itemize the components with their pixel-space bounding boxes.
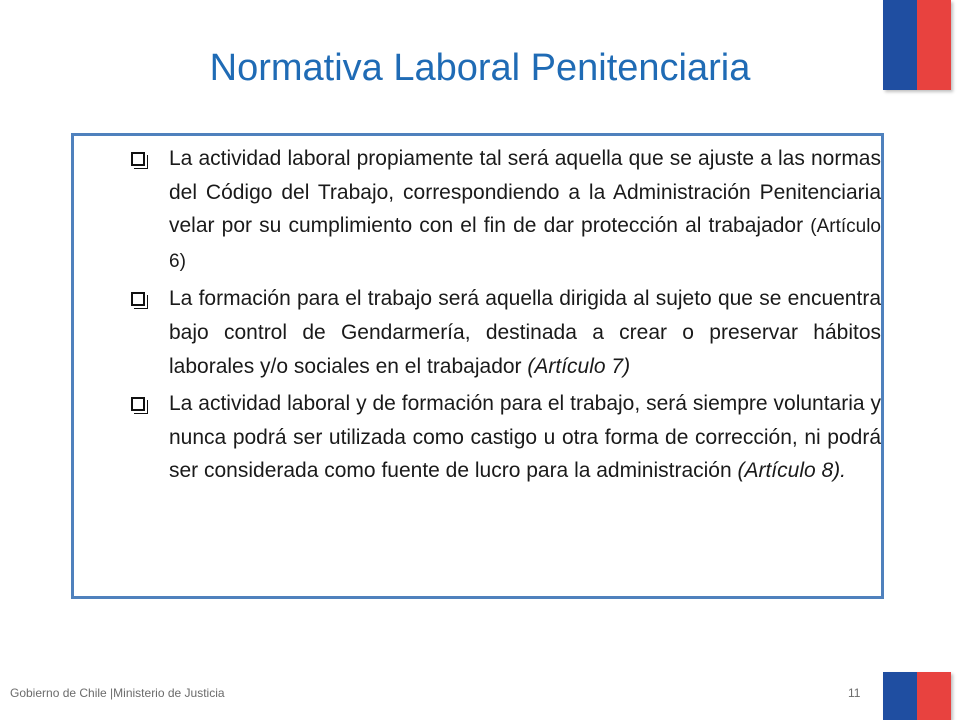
hollow-square-bullet-icon bbox=[131, 397, 145, 411]
footer-organization: Gobierno de Chile |Ministerio de Justicia bbox=[10, 686, 225, 700]
article-reference: (Artículo 6) bbox=[169, 216, 881, 272]
flag-blue-stripe bbox=[883, 672, 917, 720]
flag-red-stripe bbox=[917, 672, 951, 720]
bullet-item bbox=[129, 387, 881, 488]
bullet-text: La formación para el trabajo será aquella dirigida al sujeto que se encuentra bajo control de Gendarmería, destinada a crear o preservar hábitos laborales y/o sociales en el trabajador bbox=[169, 287, 881, 378]
bullet-item bbox=[129, 282, 881, 383]
chile-flag-stripes-bottom bbox=[883, 672, 951, 720]
hollow-square-bullet-icon bbox=[131, 292, 145, 306]
hollow-square-bullet-icon bbox=[131, 152, 145, 166]
bullet-text: La actividad laboral propiamente tal será aquella que se ajuste a las normas del Código del Trabajo, correspondiendo a la Administración Penitenciaria velar por su cumplimiento con el fin de dar protección al trabajador bbox=[169, 147, 881, 238]
page-number: 11 bbox=[848, 686, 861, 700]
slide-title: Normativa Laboral Penitenciaria bbox=[209, 47, 751, 89]
content-box bbox=[71, 133, 884, 599]
bullet-text: La actividad laboral y de formación para el trabajo, será siempre voluntaria y nunca podrá ser utilizada como castigo u otra forma de corrección, ni podrá ser considerada como fuente de lucro para la administración bbox=[169, 392, 881, 483]
article-reference: (Artículo 8). bbox=[737, 459, 847, 483]
bullet-item bbox=[129, 142, 881, 278]
article-reference: (Artículo 7) bbox=[527, 354, 631, 378]
bullet-list bbox=[129, 142, 881, 492]
